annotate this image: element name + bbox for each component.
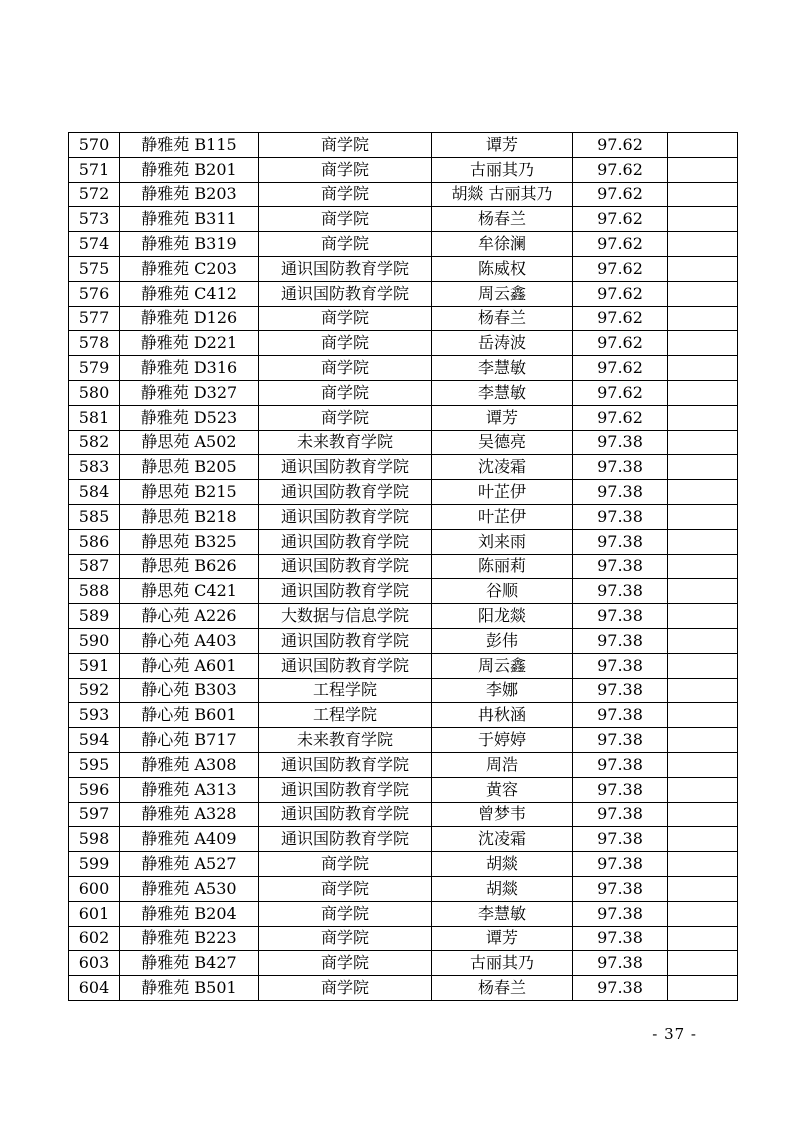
row-number: 572 <box>69 182 120 207</box>
college-name: 商学院 <box>259 133 432 158</box>
table-row <box>69 405 738 430</box>
row-number: 597 <box>69 802 120 827</box>
row-number: 596 <box>69 777 120 802</box>
score-value: 97.38 <box>573 926 668 951</box>
dorm-room: 静雅苑 A409 <box>120 827 259 852</box>
college-name: 商学院 <box>259 926 432 951</box>
table-row <box>69 554 738 579</box>
remark-cell <box>668 430 738 455</box>
row-number: 593 <box>69 703 120 728</box>
dorm-room: 静雅苑 B427 <box>120 951 259 976</box>
person-name: 陈丽莉 <box>432 554 573 579</box>
row-number: 594 <box>69 728 120 753</box>
table-row <box>69 678 738 703</box>
dorm-room: 静雅苑 D327 <box>120 380 259 405</box>
table-row <box>69 281 738 306</box>
person-name: 周云鑫 <box>432 281 573 306</box>
table-row <box>69 876 738 901</box>
college-name: 商学院 <box>259 331 432 356</box>
score-value: 97.38 <box>573 976 668 1001</box>
person-name: 古丽其乃 <box>432 951 573 976</box>
table-body <box>69 133 738 1001</box>
table-row <box>69 430 738 455</box>
score-value: 97.38 <box>573 827 668 852</box>
person-name: 刘来雨 <box>432 529 573 554</box>
dorm-room: 静雅苑 D221 <box>120 331 259 356</box>
row-number: 571 <box>69 157 120 182</box>
remark-cell <box>668 777 738 802</box>
score-value: 97.62 <box>573 256 668 281</box>
person-name: 杨春兰 <box>432 306 573 331</box>
person-name: 黄容 <box>432 777 573 802</box>
dorm-room: 静思苑 C421 <box>120 579 259 604</box>
college-name: 商学院 <box>259 207 432 232</box>
score-value: 97.38 <box>573 951 668 976</box>
row-number: 599 <box>69 852 120 877</box>
score-value: 97.62 <box>573 182 668 207</box>
row-number: 598 <box>69 827 120 852</box>
score-value: 97.62 <box>573 281 668 306</box>
college-name: 商学院 <box>259 182 432 207</box>
person-name: 岳涛波 <box>432 331 573 356</box>
college-name: 通识国防教育学院 <box>259 802 432 827</box>
score-value: 97.38 <box>573 678 668 703</box>
college-name: 商学院 <box>259 157 432 182</box>
score-value: 97.38 <box>573 579 668 604</box>
remark-cell <box>668 827 738 852</box>
dorm-room: 静雅苑 B115 <box>120 133 259 158</box>
table-row <box>69 529 738 554</box>
row-number: 582 <box>69 430 120 455</box>
college-name: 通识国防教育学院 <box>259 752 432 777</box>
person-name: 沈凌霜 <box>432 455 573 480</box>
table-row <box>69 901 738 926</box>
score-value: 97.38 <box>573 752 668 777</box>
dorm-room: 静雅苑 B223 <box>120 926 259 951</box>
table-row <box>69 827 738 852</box>
person-name: 彭伟 <box>432 628 573 653</box>
score-value: 97.62 <box>573 405 668 430</box>
score-value: 97.38 <box>573 529 668 554</box>
person-name: 吴德亮 <box>432 430 573 455</box>
remark-cell <box>668 157 738 182</box>
college-name: 通识国防教育学院 <box>259 256 432 281</box>
person-name: 胡燚 古丽其乃 <box>432 182 573 207</box>
score-value: 97.38 <box>573 455 668 480</box>
row-number: 586 <box>69 529 120 554</box>
person-name: 周云鑫 <box>432 653 573 678</box>
person-name: 阳龙燚 <box>432 604 573 629</box>
row-number: 579 <box>69 356 120 381</box>
person-name: 冉秋涵 <box>432 703 573 728</box>
table-row <box>69 728 738 753</box>
person-name: 谭芳 <box>432 405 573 430</box>
remark-cell <box>668 876 738 901</box>
remark-cell <box>668 405 738 430</box>
person-name: 沈凌霜 <box>432 827 573 852</box>
person-name: 李慧敏 <box>432 380 573 405</box>
dorm-room: 静雅苑 A313 <box>120 777 259 802</box>
row-number: 580 <box>69 380 120 405</box>
table-row <box>69 852 738 877</box>
college-name: 通识国防教育学院 <box>259 529 432 554</box>
college-name: 商学院 <box>259 405 432 430</box>
score-value: 97.38 <box>573 703 668 728</box>
dorm-room: 静思苑 B325 <box>120 529 259 554</box>
remark-cell <box>668 926 738 951</box>
dorm-room: 静心苑 A403 <box>120 628 259 653</box>
score-value: 97.62 <box>573 331 668 356</box>
table-row <box>69 256 738 281</box>
score-value: 97.62 <box>573 207 668 232</box>
college-name: 商学院 <box>259 356 432 381</box>
remark-cell <box>668 256 738 281</box>
college-name: 商学院 <box>259 951 432 976</box>
row-number: 575 <box>69 256 120 281</box>
dorm-room: 静雅苑 A530 <box>120 876 259 901</box>
remark-cell <box>668 380 738 405</box>
college-name: 工程学院 <box>259 703 432 728</box>
dorm-room: 静雅苑 A308 <box>120 752 259 777</box>
dorm-room: 静思苑 B626 <box>120 554 259 579</box>
dorm-room: 静雅苑 C203 <box>120 256 259 281</box>
table-row <box>69 380 738 405</box>
table-row <box>69 356 738 381</box>
dorm-room: 静心苑 B601 <box>120 703 259 728</box>
remark-cell <box>668 306 738 331</box>
person-name: 谭芳 <box>432 133 573 158</box>
score-value: 97.62 <box>573 306 668 331</box>
college-name: 通识国防教育学院 <box>259 827 432 852</box>
table-row <box>69 752 738 777</box>
dorm-room: 静思苑 B218 <box>120 504 259 529</box>
table-row <box>69 976 738 1001</box>
person-name: 牟徐澜 <box>432 232 573 257</box>
person-name: 于婷婷 <box>432 728 573 753</box>
person-name: 李慧敏 <box>432 356 573 381</box>
dorm-room: 静思苑 A502 <box>120 430 259 455</box>
row-number: 588 <box>69 579 120 604</box>
college-name: 未来教育学院 <box>259 430 432 455</box>
college-name: 通识国防教育学院 <box>259 777 432 802</box>
row-number: 577 <box>69 306 120 331</box>
table-row <box>69 306 738 331</box>
remark-cell <box>668 529 738 554</box>
row-number: 578 <box>69 331 120 356</box>
college-name: 通识国防教育学院 <box>259 504 432 529</box>
table-row <box>69 802 738 827</box>
table-row <box>69 133 738 158</box>
person-name: 杨春兰 <box>432 207 573 232</box>
remark-cell <box>668 752 738 777</box>
row-number: 592 <box>69 678 120 703</box>
college-name: 商学院 <box>259 306 432 331</box>
score-value: 97.38 <box>573 901 668 926</box>
row-number: 600 <box>69 876 120 901</box>
table-row <box>69 157 738 182</box>
college-name: 通识国防教育学院 <box>259 455 432 480</box>
dorm-room: 静雅苑 D126 <box>120 306 259 331</box>
college-name: 工程学院 <box>259 678 432 703</box>
dorm-room: 静雅苑 D316 <box>120 356 259 381</box>
remark-cell <box>668 852 738 877</box>
table-row <box>69 951 738 976</box>
page-number: - 37 - <box>652 1025 697 1043</box>
row-number: 601 <box>69 901 120 926</box>
row-number: 587 <box>69 554 120 579</box>
table-row <box>69 504 738 529</box>
person-name: 谷顺 <box>432 579 573 604</box>
score-value: 97.38 <box>573 480 668 505</box>
dorm-room: 静思苑 B205 <box>120 455 259 480</box>
table-row <box>69 207 738 232</box>
dorm-room: 静雅苑 B203 <box>120 182 259 207</box>
score-value: 97.38 <box>573 852 668 877</box>
remark-cell <box>668 133 738 158</box>
row-number: 583 <box>69 455 120 480</box>
college-name: 商学院 <box>259 901 432 926</box>
remark-cell <box>668 480 738 505</box>
college-name: 商学院 <box>259 876 432 901</box>
dorm-room: 静雅苑 D523 <box>120 405 259 430</box>
dorm-room: 静心苑 B303 <box>120 678 259 703</box>
remark-cell <box>668 703 738 728</box>
dorm-room: 静雅苑 B319 <box>120 232 259 257</box>
table-row <box>69 480 738 505</box>
remark-cell <box>668 951 738 976</box>
dormitory-score-table <box>68 132 738 1001</box>
remark-cell <box>668 331 738 356</box>
person-name: 杨春兰 <box>432 976 573 1001</box>
dorm-room: 静雅苑 C412 <box>120 281 259 306</box>
remark-cell <box>668 579 738 604</box>
score-value: 97.38 <box>573 554 668 579</box>
score-value: 97.38 <box>573 430 668 455</box>
score-value: 97.38 <box>573 604 668 629</box>
college-name: 通识国防教育学院 <box>259 628 432 653</box>
score-value: 97.38 <box>573 802 668 827</box>
remark-cell <box>668 628 738 653</box>
table-row <box>69 579 738 604</box>
row-number: 576 <box>69 281 120 306</box>
college-name: 通识国防教育学院 <box>259 653 432 678</box>
college-name: 通识国防教育学院 <box>259 554 432 579</box>
remark-cell <box>668 455 738 480</box>
dorm-room: 静雅苑 B501 <box>120 976 259 1001</box>
remark-cell <box>668 504 738 529</box>
row-number: 591 <box>69 653 120 678</box>
college-name: 大数据与信息学院 <box>259 604 432 629</box>
table-row <box>69 604 738 629</box>
dorm-room: 静心苑 B717 <box>120 728 259 753</box>
remark-cell <box>668 182 738 207</box>
person-name: 李慧敏 <box>432 901 573 926</box>
college-name: 商学院 <box>259 232 432 257</box>
person-name: 胡燚 <box>432 876 573 901</box>
remark-cell <box>668 281 738 306</box>
remark-cell <box>668 604 738 629</box>
table-row <box>69 628 738 653</box>
remark-cell <box>668 232 738 257</box>
row-number: 585 <box>69 504 120 529</box>
person-name: 陈威权 <box>432 256 573 281</box>
person-name: 叶芷伊 <box>432 504 573 529</box>
person-name: 古丽其乃 <box>432 157 573 182</box>
row-number: 570 <box>69 133 120 158</box>
score-value: 97.38 <box>573 777 668 802</box>
table-row <box>69 331 738 356</box>
table-row <box>69 182 738 207</box>
remark-cell <box>668 728 738 753</box>
table-row <box>69 653 738 678</box>
score-value: 97.38 <box>573 876 668 901</box>
table-row <box>69 926 738 951</box>
remark-cell <box>668 901 738 926</box>
person-name: 叶芷伊 <box>432 480 573 505</box>
remark-cell <box>668 554 738 579</box>
person-name: 曾梦韦 <box>432 802 573 827</box>
college-name: 商学院 <box>259 976 432 1001</box>
college-name: 通识国防教育学院 <box>259 281 432 306</box>
dorm-room: 静雅苑 B311 <box>120 207 259 232</box>
score-value: 97.62 <box>573 232 668 257</box>
dorm-room: 静雅苑 B201 <box>120 157 259 182</box>
remark-cell <box>668 356 738 381</box>
person-name: 李娜 <box>432 678 573 703</box>
college-name: 通识国防教育学院 <box>259 480 432 505</box>
person-name: 胡燚 <box>432 852 573 877</box>
row-number: 595 <box>69 752 120 777</box>
row-number: 589 <box>69 604 120 629</box>
row-number: 573 <box>69 207 120 232</box>
row-number: 603 <box>69 951 120 976</box>
dorm-room: 静心苑 A601 <box>120 653 259 678</box>
person-name: 谭芳 <box>432 926 573 951</box>
row-number: 604 <box>69 976 120 1001</box>
college-name: 通识国防教育学院 <box>259 579 432 604</box>
score-value: 97.62 <box>573 356 668 381</box>
score-value: 97.62 <box>573 133 668 158</box>
score-value: 97.38 <box>573 504 668 529</box>
college-name: 商学院 <box>259 380 432 405</box>
table-row <box>69 232 738 257</box>
row-number: 584 <box>69 480 120 505</box>
table-row <box>69 703 738 728</box>
college-name: 未来教育学院 <box>259 728 432 753</box>
remark-cell <box>668 653 738 678</box>
table-row <box>69 777 738 802</box>
score-value: 97.38 <box>573 628 668 653</box>
person-name: 周浩 <box>432 752 573 777</box>
row-number: 574 <box>69 232 120 257</box>
score-value: 97.38 <box>573 728 668 753</box>
row-number: 581 <box>69 405 120 430</box>
score-value: 97.62 <box>573 380 668 405</box>
table-row <box>69 455 738 480</box>
remark-cell <box>668 678 738 703</box>
row-number: 602 <box>69 926 120 951</box>
dorm-room: 静雅苑 B204 <box>120 901 259 926</box>
remark-cell <box>668 802 738 827</box>
dorm-room: 静心苑 A226 <box>120 604 259 629</box>
dorm-room: 静雅苑 A527 <box>120 852 259 877</box>
remark-cell <box>668 207 738 232</box>
row-number: 590 <box>69 628 120 653</box>
dorm-room: 静思苑 B215 <box>120 480 259 505</box>
score-value: 97.62 <box>573 157 668 182</box>
college-name: 商学院 <box>259 852 432 877</box>
score-value: 97.38 <box>573 653 668 678</box>
dorm-room: 静雅苑 A328 <box>120 802 259 827</box>
remark-cell <box>668 976 738 1001</box>
